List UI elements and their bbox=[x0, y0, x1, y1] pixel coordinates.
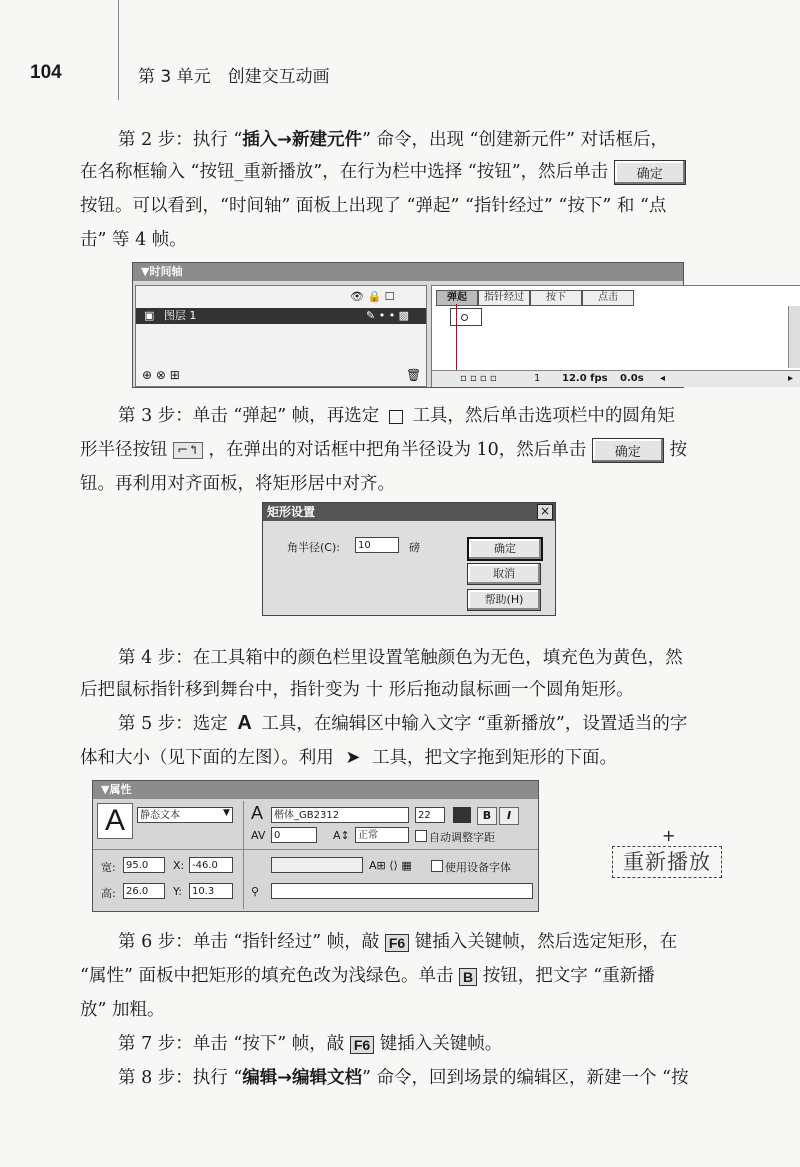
step5-line2: 体和大小（见下面的左图）。利用 ➤ 工具，把文字拖到矩形的下面。 bbox=[80, 747, 617, 768]
bold-button[interactable]: B bbox=[477, 807, 497, 825]
url-input[interactable] bbox=[271, 857, 363, 873]
scroll-left-icon[interactable]: ◂ bbox=[660, 373, 666, 384]
spacing-icon: AV bbox=[251, 829, 266, 842]
vertical-scrollbar[interactable] bbox=[788, 306, 800, 368]
trash-icon[interactable]: 🗑 bbox=[406, 368, 422, 382]
step4-line1: 第 4 步：在工具箱中的颜色栏里设置笔触颜色为无色，填充色为黄色，然 bbox=[118, 648, 683, 668]
height-input[interactable]: 26.0 bbox=[123, 883, 165, 899]
frame-area bbox=[431, 285, 800, 387]
x-input[interactable]: -46.0 bbox=[189, 857, 233, 873]
step8-line: 第 8 步：执行 “编辑→编辑文档” 命令，回到场景的编辑区，新建一个 “按 bbox=[118, 1068, 689, 1088]
properties-panel bbox=[92, 780, 539, 912]
round-rect-radius-icon: ⌐↰ bbox=[173, 442, 203, 459]
layer-state-icons: ✎ • • ▩ bbox=[366, 309, 410, 322]
timeline-title: ▼时间轴 bbox=[133, 263, 683, 281]
fps: 12.0 fps bbox=[562, 373, 608, 384]
layer-name: 图层 1 bbox=[163, 309, 197, 322]
step6-line2: “属性” 面板中把矩形的填充色改为浅绿色。单击 B 按钮，把文字 “重新播 bbox=[80, 966, 655, 986]
frame-up[interactable]: 弹起 bbox=[436, 290, 478, 306]
dialog-title: 矩形设置 bbox=[263, 503, 555, 521]
height-label: 高: bbox=[101, 887, 116, 900]
bold-key: B bbox=[459, 968, 477, 986]
f6-key-2: F6 bbox=[350, 1036, 374, 1054]
timeline-panel bbox=[132, 262, 794, 388]
ok-button-inline-2: 确定 bbox=[592, 438, 664, 463]
baseline-icon: A↕ bbox=[333, 829, 350, 842]
spacing-input[interactable]: 0 bbox=[271, 827, 317, 843]
rectangle-settings-dialog bbox=[262, 502, 556, 616]
f6-key: F6 bbox=[385, 934, 409, 952]
arrow-tool-icon: ➤ bbox=[345, 747, 361, 768]
y-label: Y: bbox=[173, 885, 182, 898]
layer-icon: ▣ bbox=[144, 309, 155, 322]
center-crosshair: + bbox=[662, 826, 676, 845]
step2-line3: 按钮。可以看到，“时间轴” 面板上出现了 “弹起” “指针经过” “按下” 和 “点 bbox=[80, 196, 667, 216]
device-font-checkbox[interactable] bbox=[431, 860, 443, 872]
cancel-button[interactable]: 取消 bbox=[467, 563, 541, 585]
timeline-status bbox=[432, 370, 800, 387]
radius-label: 角半径(C): bbox=[287, 541, 340, 554]
scroll-right-icon[interactable]: ▸ bbox=[788, 373, 794, 384]
frame-down[interactable]: 按下 bbox=[530, 290, 582, 306]
frame-number: 1 bbox=[534, 373, 541, 384]
ok-button[interactable]: 确定 bbox=[467, 537, 543, 561]
frame-over[interactable]: 指针经过 bbox=[478, 290, 530, 306]
baseline-select[interactable]: 正常 bbox=[355, 827, 409, 843]
layer-row[interactable] bbox=[136, 308, 426, 324]
text-type-icon: A bbox=[97, 803, 133, 839]
radius-input[interactable]: 10 bbox=[355, 537, 399, 553]
frame-hit[interactable]: 点击 bbox=[582, 290, 634, 306]
unit-label: 磅 bbox=[409, 541, 420, 554]
link-icon: ⚲ bbox=[251, 885, 260, 898]
step2-line4: 击” 等 4 帧。 bbox=[80, 230, 187, 250]
step6-line1: 第 6 步：单击 “指针经过” 帧，敲 F6 键插入关键帧，然后选定矩形，在 bbox=[118, 932, 678, 952]
keyframe-dot bbox=[461, 314, 468, 321]
auto-kern-label: 自动调整字距 bbox=[429, 831, 495, 844]
italic-button[interactable]: I bbox=[499, 807, 519, 825]
menu-command: 插入→新建元件 bbox=[242, 130, 362, 150]
help-button[interactable]: 帮助(H) bbox=[467, 589, 541, 611]
width-input[interactable]: 95.0 bbox=[123, 857, 165, 873]
font-select[interactable]: 楷体_GB2312 bbox=[271, 807, 409, 823]
format-icons[interactable]: A⊞ ⟨⟩ ▦ bbox=[369, 859, 412, 872]
font-color-swatch[interactable] bbox=[453, 807, 471, 823]
step2-line1: 第 2 步：执行 “插入→新建元件” 命令，出现 “创建新元件” 对话框后， bbox=[118, 130, 668, 150]
text-type-select[interactable]: 静态文本 bbox=[137, 807, 233, 823]
x-label: X: bbox=[173, 859, 185, 872]
step5-line1: 第 5 步：选定 A 工具，在编辑区中输入文字 “重新播放”，设置适当的字 bbox=[118, 712, 688, 734]
menu-command-2: 编辑→编辑文档 bbox=[242, 1068, 362, 1088]
divider bbox=[243, 801, 244, 909]
close-icon[interactable]: × bbox=[537, 504, 553, 520]
font-size-input[interactable]: 22 bbox=[415, 807, 445, 823]
chevron-down-icon: ▼ bbox=[223, 808, 230, 818]
step3-line2: 形半径按钮 ⌐↰ ，在弹出的对话框中把角半径设为 10，然后单击 确定 按 bbox=[80, 436, 687, 463]
step4-line2: 后把鼠标指针移到舞台中，指针变为 十 形后拖动鼠标画一个圆角矩形。 bbox=[80, 680, 634, 700]
add-layer-icons[interactable]: ⊕ ⊗ ⊞ bbox=[142, 368, 180, 382]
text-tool-icon: A bbox=[237, 712, 252, 734]
chapter-title: 第 3 单元 创建交互动画 bbox=[138, 67, 330, 87]
device-font-label: 使用设备字体 bbox=[445, 861, 511, 874]
ok-button-inline: 确定 bbox=[614, 160, 686, 185]
layer-list bbox=[135, 285, 427, 387]
properties-title: ▼属性 bbox=[93, 781, 538, 799]
stage-text-box[interactable]: 重新播放 bbox=[612, 846, 722, 878]
rectangle-tool-icon bbox=[389, 410, 403, 424]
page-number: 104 bbox=[30, 62, 62, 83]
step6-line3: 放” 加粗。 bbox=[80, 1000, 165, 1020]
step7-line: 第 7 步：单击 “按下” 帧，敲 F6 键插入关键帧。 bbox=[118, 1034, 503, 1054]
elapsed-time: 0.0s bbox=[620, 373, 644, 384]
divider-h bbox=[93, 849, 538, 850]
eye-lock-outline-icons: 👁 🔒 ☐ bbox=[350, 290, 395, 303]
auto-kern-checkbox[interactable] bbox=[415, 830, 427, 842]
step2-line2: 在名称框输入 “按钮_重新播放”，在行为栏中选择 “按钮”，然后单击 确定 bbox=[80, 158, 686, 185]
header-divider bbox=[118, 0, 119, 100]
font-icon: A bbox=[251, 803, 264, 823]
width-label: 宽: bbox=[101, 861, 116, 874]
onion-skin-icons[interactable]: ▫ ▫ ▫ ▫ bbox=[460, 373, 497, 384]
step3-line1: 第 3 步：单击 “弹起” 帧，再选定 工具，然后单击选项栏中的圆角矩 bbox=[118, 406, 675, 426]
step3-line3: 钮。再利用对齐面板，将矩形居中对齐。 bbox=[80, 474, 395, 494]
target-input[interactable] bbox=[271, 883, 533, 899]
keyframe-cell[interactable] bbox=[450, 308, 482, 326]
y-input[interactable]: 10.3 bbox=[189, 883, 233, 899]
